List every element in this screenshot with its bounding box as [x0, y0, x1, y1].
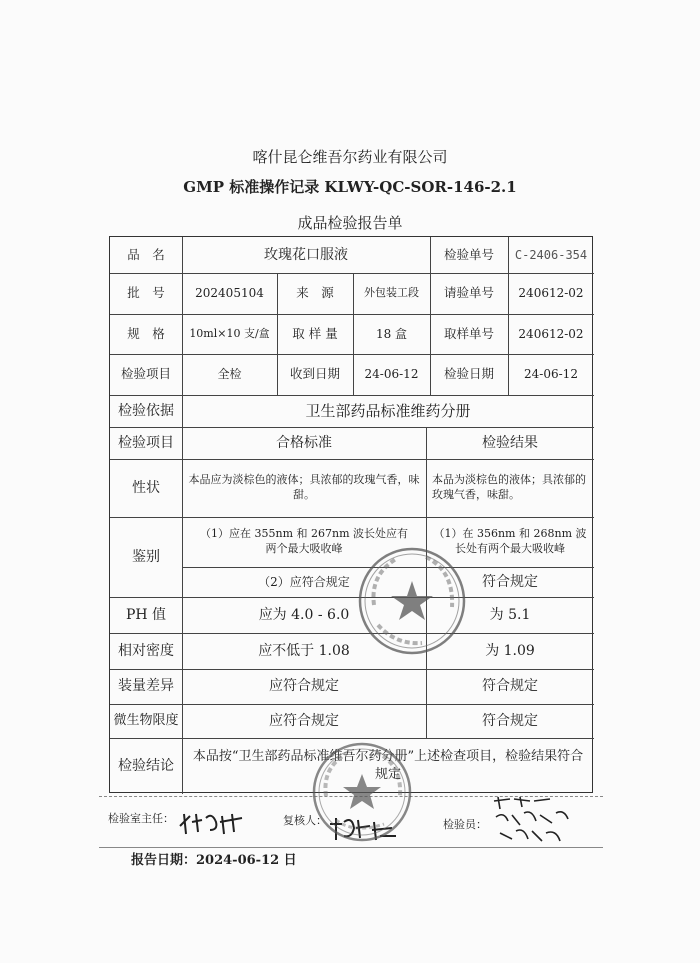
lab-head-label: 检验室主任： [108, 812, 174, 825]
reviewer-label: 复核人： [283, 814, 327, 827]
company-seal [356, 545, 468, 657]
result-item: 鉴别 [132, 548, 160, 565]
inspector-label: 检验员： [443, 818, 487, 831]
product-label: 品 名 [127, 246, 165, 262]
request-no-label: 请验单号 [443, 285, 494, 301]
result-item: 性状 [132, 479, 160, 496]
inspection-no-label: 检验单号 [443, 246, 494, 262]
result-value: 本品为淡棕色的液体；具浓郁的玫瑰气香，味甜。 [432, 473, 586, 501]
result-item: 微生物限度 [113, 713, 179, 729]
basis-value: 卫生部药品标准维药分册 [305, 401, 471, 420]
col-result-header: 检验结果 [482, 434, 538, 451]
result-standard: 应不低于 1.08 [258, 642, 350, 659]
sample-no-label: 取样单号 [443, 325, 494, 341]
request-no-value: 240612-02 [518, 286, 584, 301]
conclusion-label: 检验结论 [118, 757, 174, 774]
result-standard: （1）应在 355nm 和 267nm 波长处应有两个最大吸收峰 [200, 527, 409, 555]
source-value: 外包装工段 [364, 286, 419, 300]
item-label: 检验项目 [120, 366, 171, 382]
document-code: GMP 标准操作记录 KLWY-QC-SOR-146-2.1 [183, 178, 517, 196]
report-date: 报告日期：2024-06-12 日 [131, 853, 297, 868]
form-title: 成品检验报告单 [297, 214, 403, 232]
inspection-table [109, 236, 593, 793]
col-standard-header: 合格标准 [276, 434, 332, 451]
result-value: 为 1.09 [485, 642, 535, 659]
receive-date-label: 收到日期 [289, 366, 340, 382]
result-value: 为 5.1 [489, 606, 531, 623]
company-name: 喀什昆仑维吾尔药业有限公司 [252, 148, 448, 166]
spec-label: 规 格 [127, 325, 165, 341]
test-date-value: 24-06-12 [524, 367, 578, 382]
result-item: PH 值 [125, 606, 167, 623]
test-date-label: 检验日期 [443, 366, 494, 382]
result-value: 符合规定 [482, 678, 538, 695]
batch-label: 批 号 [127, 285, 165, 301]
inspection-no-value: C-2406-354 [514, 247, 588, 262]
item-value: 全检 [217, 367, 242, 382]
lab-head-signature [176, 808, 248, 838]
result-standard: 本品应为淡棕色的液体；具浓郁的玫瑰气香，味甜。 [188, 473, 420, 501]
result-value: 符合规定 [482, 573, 538, 590]
result-item: 相对密度 [118, 642, 174, 659]
sample-qty-label: 取 样 量 [292, 325, 338, 341]
conclusion-value: 本品按“卫生部药品标准维吾尔药分册”上述检查项目，检验结果符合规定 [192, 749, 584, 782]
receive-date-value: 24-06-12 [364, 367, 419, 382]
sample-no-value: 240612-02 [518, 326, 584, 341]
spec-value: 10ml×10 支/盒 [189, 326, 270, 340]
result-standard: 应为 4.0 - 6.0 [258, 606, 350, 623]
product-value: 玫瑰花口服液 [264, 246, 348, 263]
inspector-signature [490, 795, 580, 847]
result-value: （1）在 356nm 和 268nm 波长处有两个最大吸收峰 [433, 527, 587, 555]
basis-label: 检验依据 [118, 402, 174, 419]
batch-value: 202405104 [195, 286, 264, 301]
result-standard: 应符合规定 [269, 712, 339, 729]
source-label: 来 源 [296, 285, 334, 301]
result-standard: 应符合规定 [269, 678, 339, 695]
result-item: 装量差异 [118, 678, 174, 695]
col-item-header: 检验项目 [118, 434, 174, 451]
result-value: 符合规定 [482, 712, 538, 729]
sample-qty-value: 18 盒 [375, 326, 408, 341]
result-standard: （2）应符合规定 [258, 574, 350, 589]
qc-seal [310, 740, 414, 844]
